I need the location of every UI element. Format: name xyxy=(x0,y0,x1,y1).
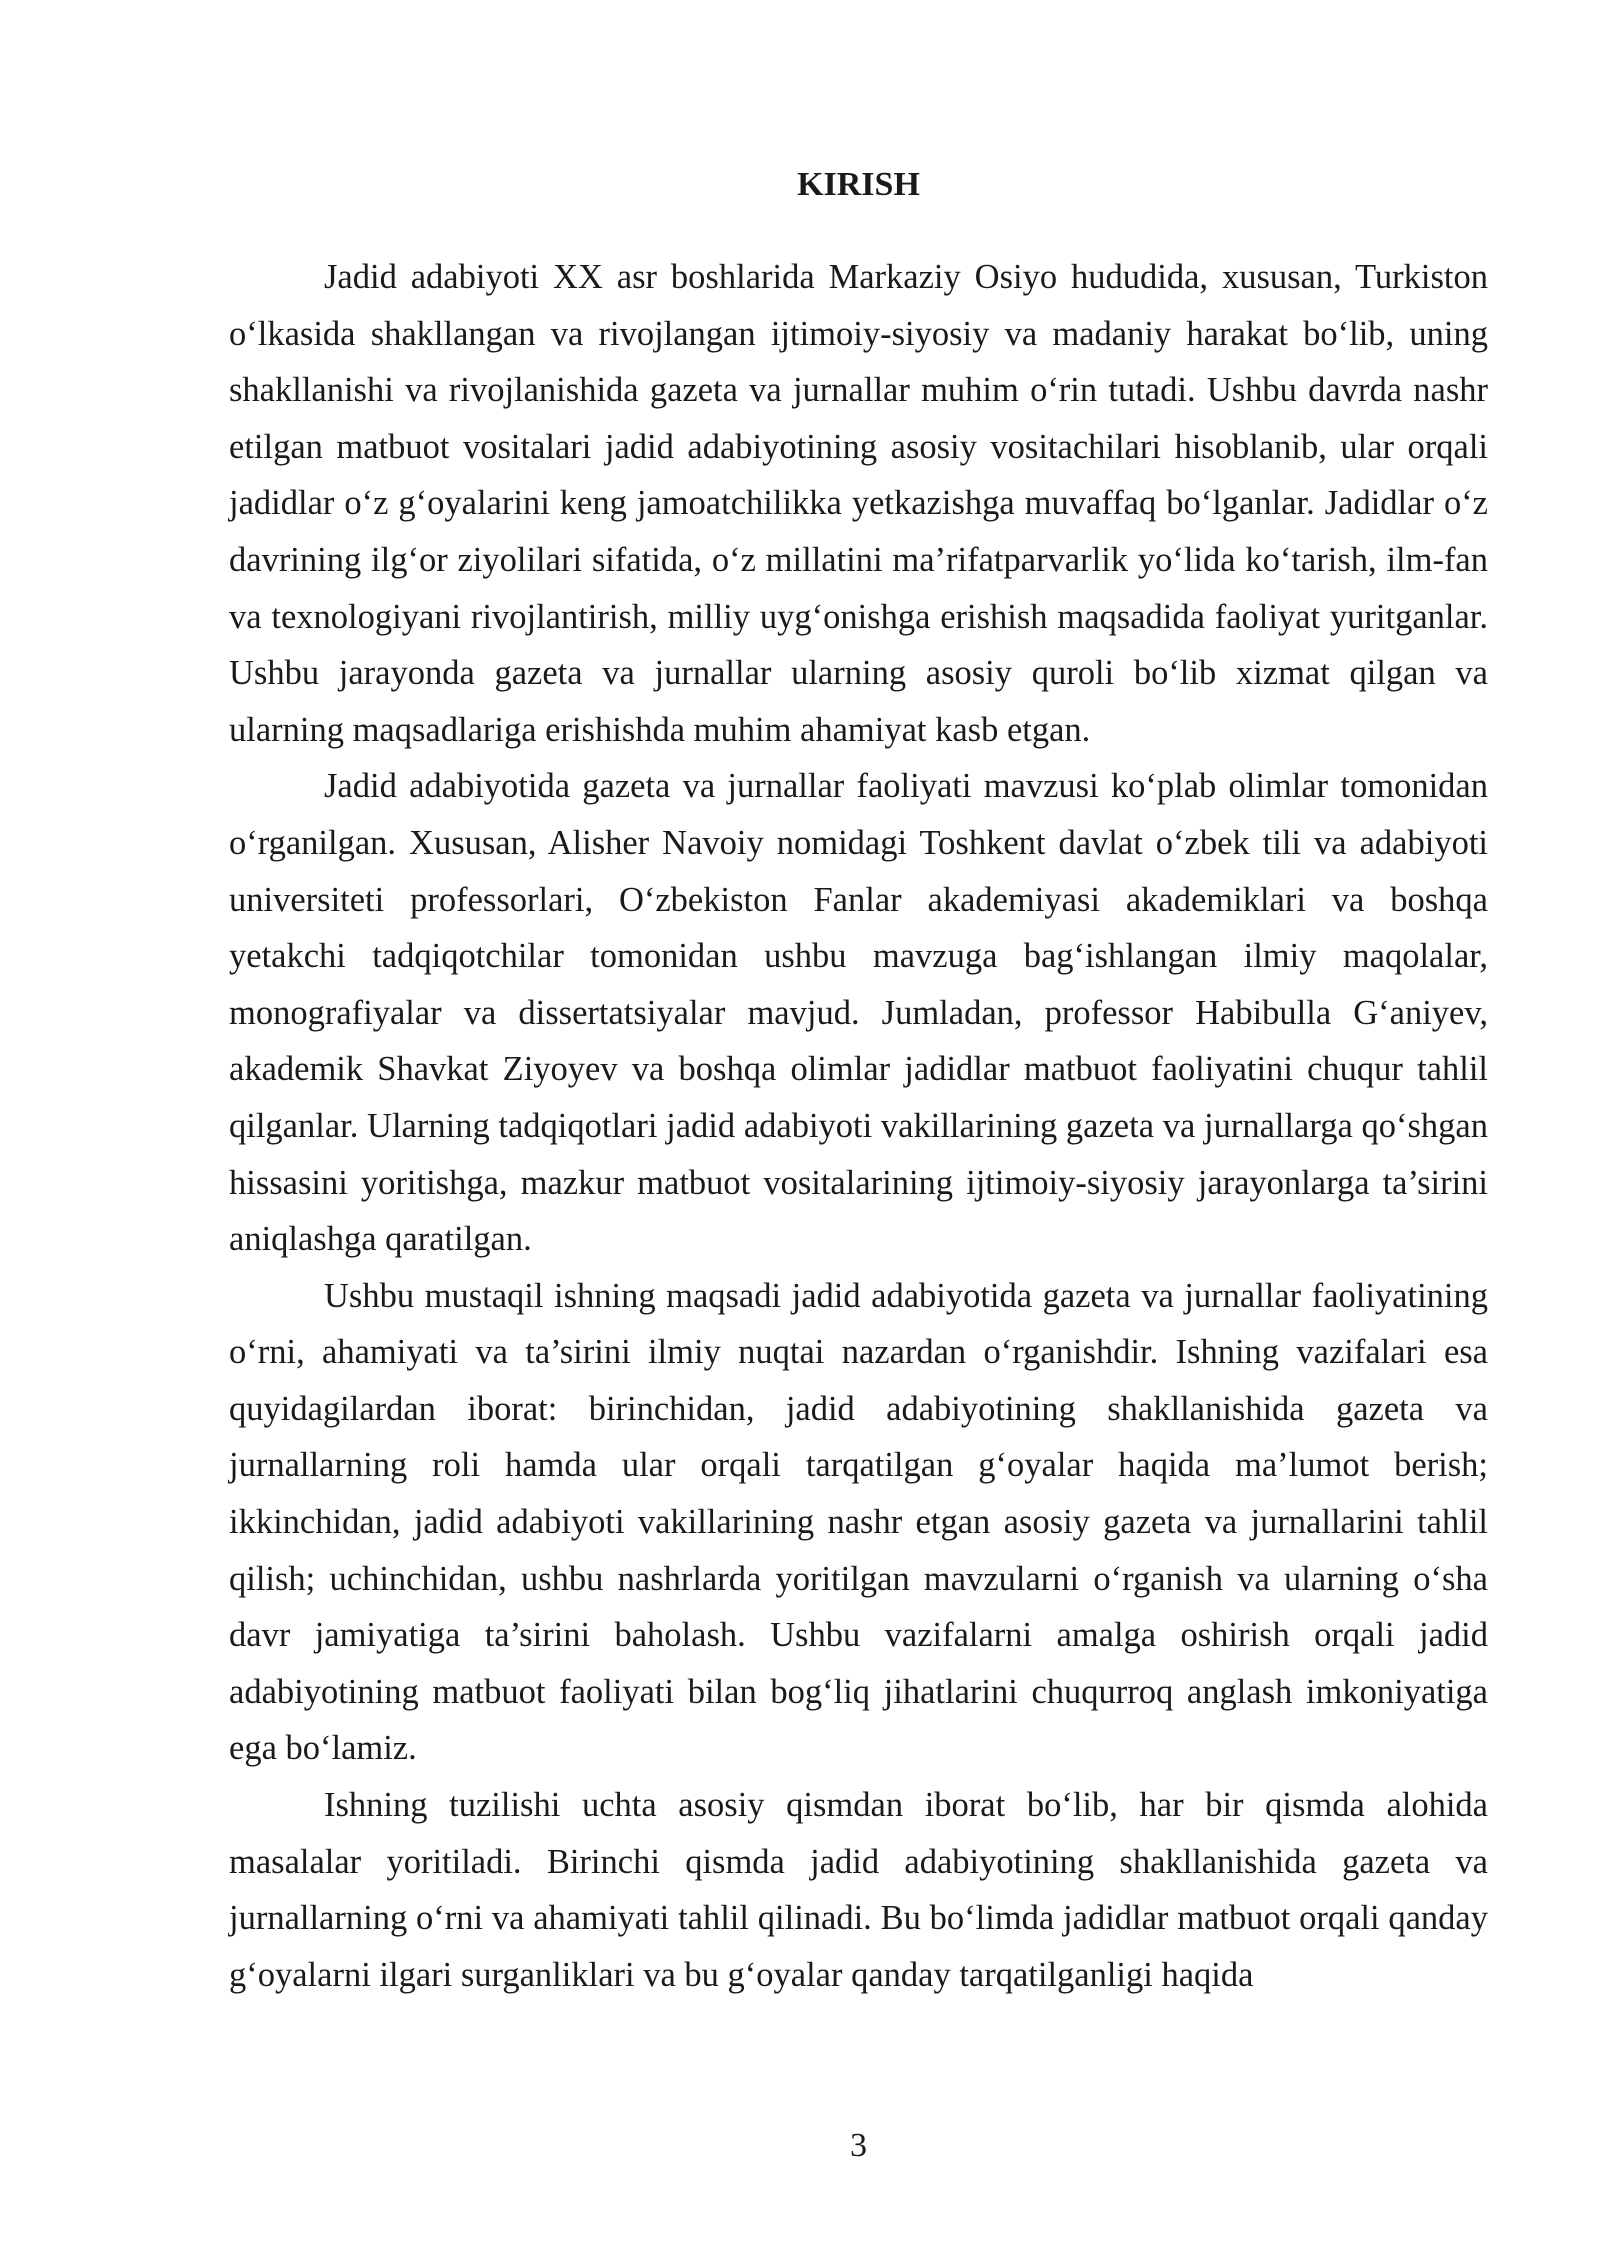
paragraph-3: Ushbu mustaqil ishning maqsadi jadid adabiyotida gazeta va jurnallar faoliyatining o‘rni, ahamiyati va ta’sirini ilmiy nuqtai nazardan o‘rganishdir. Ishning vazifalari esa quyidagilardan iborat: birinchidan, jadid adabiyotining shakllanishida gazeta va jurnallarning roli hamda ular orqali tarqatilgan g‘oyalar haqida ma’lumot berish; ikkinchidan, jadid adabiyoti vakillarining nashr etgan asosiy gazeta va jurnallarini tahlil qilish; uchinchidan, ushbu nashrlarda yoritilgan mavzularni o‘rganish va ularning o‘sha davr jamiyatiga ta’sirini baholash. Ushbu vazifalarni amalga oshirish orqali jadid adabiyotining matbuot faoliyati bilan bog‘liq jihatlarini chuqurroq anglash imkoniyatiga ega bo‘lamiz. xyxy=(229,1276,1488,1768)
paragraph-4: Ishning tuzilishi uchta asosiy qismdan iborat bo‘lib, har bir qismda alohida masalalar yoritiladi. Birinchi qismda jadid adabiyotining shakllanishida gazeta va jurnallarning o‘rni va ahamiyati tahlil qilinadi. Bu bo‘limda jadidlar matbuot orqali qanday g‘oyalarni ilgari surganliklari va bu g‘oyalar qanday tarqatilganligi haqida xyxy=(229,1786,1488,1994)
paragraph-1: Jadid adabiyoti XX asr boshlarida Markaziy Osiyo hududida, xususan, Turkiston o‘lkasida shakllangan va rivojlangan ijtimoiy-siyosiy va madaniy harakat bo‘lib, uning shakllanishi va rivojlanishida gazeta va jurnallar muhim o‘rin tutadi. Ushbu davrda nashr etilgan matbuot vositalari jadid adabiyotining asosiy vositachilari hisoblanib, ular orqali jadidlar o‘z g‘oyalarini keng jamoatchilikka yetkazishga muvaffaq bo‘lganlar. Jadidlar o‘z davrining ilg‘or ziyolilari sifatida, o‘z millatini ma’rifatparvarlik yo‘lida ko‘tarish, ilm-fan va texnologiyani rivojlantirish, milliy uyg‘onishga erishish maqsadida faoliyat yuritganlar. Ushbu jarayonda gazeta va jurnallar ularning asosiy quroli bo‘lib xizmat qilgan va ularning maqsadlariga erishishda muhim ahamiyat kasb etgan. xyxy=(229,258,1488,749)
page-number: 3 xyxy=(850,2127,867,2164)
paragraph-2: Jadid adabiyotida gazeta va jurnallar faoliyati mavzusi ko‘plab olimlar tomonidan o‘rganilgan. Xususan, Alisher Navoiy nomidagi Toshkent davlat o‘zbek tili va adabiyoti universiteti professorlari, O‘zbekiston Fanlar akademiyasi akademiklari va boshqa yetakchi tadqiqotchilar tomonidan ushbu mavzuga bag‘ishlangan ilmiy maqolalar, monografiyalar va dissertatsiyalar mavjud. Jumladan, professor Habibulla G‘aniyev, akademik Shavkat Ziyoyev va boshqa olimlar jadidlar matbuot faoliyatini chuqur tahlil qilganlar. Ularning tadqiqotlari jadid adabiyoti vakillarining gazeta va jurnallarga qo‘shgan hissasini yoritishga, mazkur matbuot vositalarining ijtimoiy-siyosiy jarayonlarga ta’sirini aniqlashga qaratilgan. xyxy=(229,767,1488,1259)
document-body xyxy=(229,249,1488,2003)
document-page xyxy=(229,0,1488,2262)
section-title: KIRISH xyxy=(797,166,920,203)
